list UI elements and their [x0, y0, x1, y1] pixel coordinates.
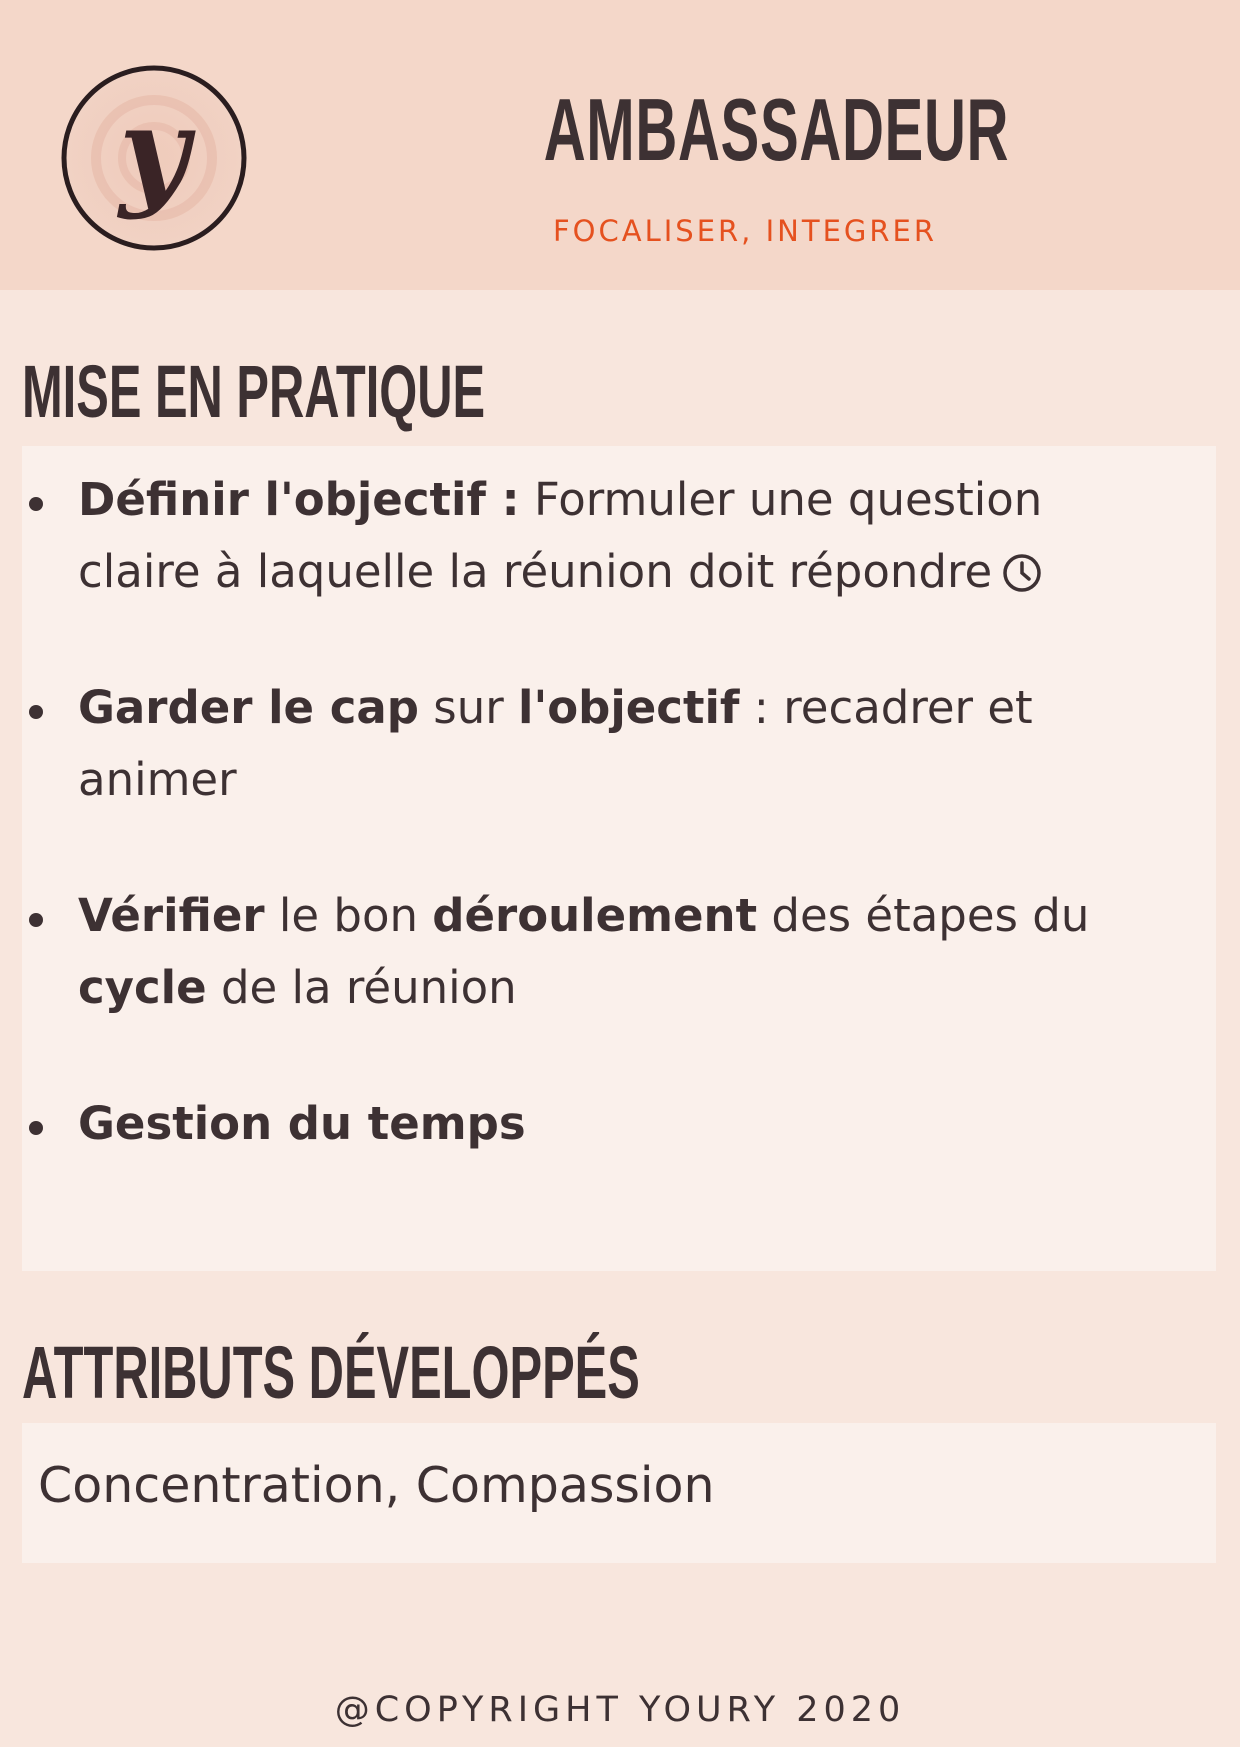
- item-text: sur: [418, 681, 519, 734]
- item-text-bold: Gestion du temps: [78, 1097, 526, 1150]
- list-item: [78, 464, 1178, 608]
- item-text-bold: Vérifier: [78, 889, 265, 942]
- item-text-bold: cycle: [78, 961, 207, 1014]
- logo-letter: y: [119, 81, 189, 222]
- item-text: de la réunion: [206, 961, 517, 1014]
- list-item: [78, 1088, 1178, 1160]
- attributes-text: Concentration, Compassion: [38, 1457, 715, 1514]
- section-heading-attributes: ATTRIBUTS DÉVELOPPÉS: [22, 1331, 640, 1414]
- list-item: [78, 672, 1178, 816]
- page-subtitle: FOCALISER, INTEGRER: [552, 214, 937, 248]
- clock-icon: [1002, 553, 1042, 593]
- section-heading-practice: MISE EN PRATIQUE: [22, 350, 486, 433]
- copyright-footer: @COPYRIGHT YOURY 2020: [334, 1690, 906, 1730]
- logo: [61, 65, 247, 251]
- header: [0, 0, 1240, 290]
- item-text: : recadrer et animer: [78, 681, 1033, 806]
- item-text: des étapes du: [757, 889, 1090, 942]
- list-item: [78, 880, 1178, 1024]
- item-text: le bon: [264, 889, 433, 942]
- item-text-bold: Garder le cap: [78, 681, 419, 734]
- item-text: Formuler une question claire à laquelle la réunion doit répondre: [78, 473, 1043, 598]
- item-text-bold: l'objectif: [518, 681, 740, 734]
- page-title: AMBASSADEUR: [543, 80, 1010, 179]
- item-text-bold: Définir l'objectif :: [78, 473, 520, 526]
- item-text-bold: déroulement: [432, 889, 758, 942]
